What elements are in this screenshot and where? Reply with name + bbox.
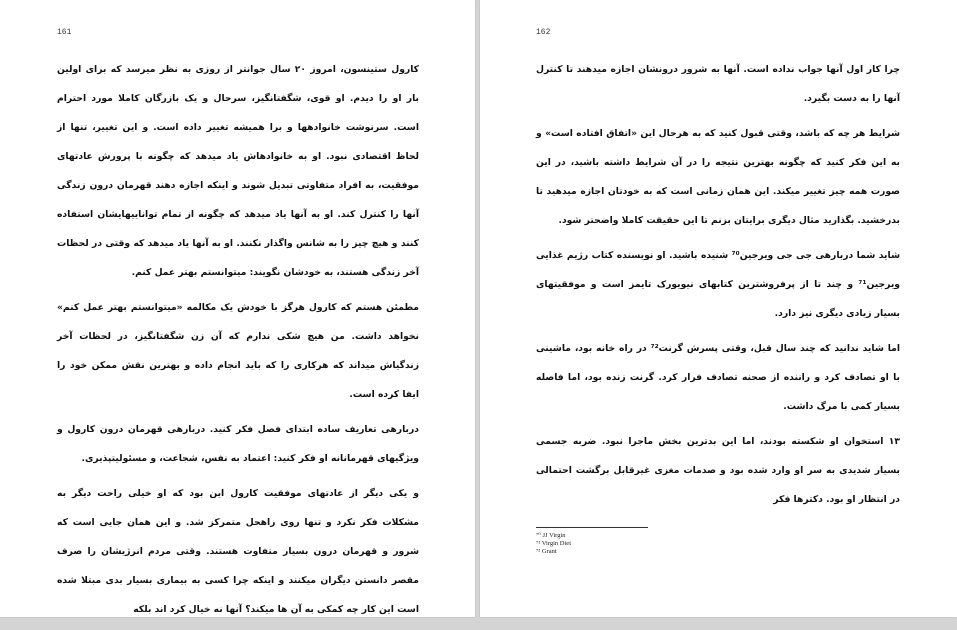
footnote: ⁷² Grant <box>536 548 557 555</box>
footnote: ⁷⁰ JJ Virgin <box>536 532 566 539</box>
paragraph: شرایط هر چه که باشد، وقتی قبول کنید که به هرحال این «اتفاق افتاده است» و به این فکر کنید که چگونه بهترین نتیجه را در آن شرایط داشته باشید، در این صورت همه چیز تغییر میکند. این همان زمانی است که به خودتان اجازه میدهید تا بدرخشید. بگذارید مثال دیگری برایتان بزنم تا این حقیقت کاملا واضحتر شود. <box>536 128 900 226</box>
right-page <box>480 0 957 617</box>
paragraph: شاید شما دربارهی جی جی ویرجین⁷⁰ شنیده باشید. او نویسنده کتاب رژیم غذایی ویرجین⁷¹ و چند تا از پرفروشترین کتابهای نیویورک تایمز است و موفقیتهای بسیار زیادی دیگری نیز دارد. <box>536 250 900 319</box>
page-number: 161 <box>57 28 72 37</box>
paragraph: مطمئن هستم که کارول هرگز با خودش یک مکالمه «میتوانستم بهتر عمل کنم» نخواهد داشت. من هیچ شکی ندارم که آن زن شگفتانگیز، در لحظات آخر زندگیاش میداند که هرکاری را که باید انجام داده و بهترین نقش ممکن خود را ایفا کرده است. <box>57 302 419 400</box>
paragraph: دربارهی تعاریف ساده ابتدای فصل فکر کنید. دربارهی قهرمان درون کارول و ویژگیهای قهرمانانه او فکر کنید: اعتماد به نفس، شجاعت، و مسئولیتپذیری. <box>57 424 419 464</box>
footnote: ⁷¹ Virgin Diet <box>536 540 572 547</box>
footnote-divider <box>536 527 648 528</box>
page-body-text <box>57 55 419 630</box>
page-number: 162 <box>536 28 551 37</box>
footnotes <box>536 532 571 556</box>
paragraph: کارول ستینسون، امروز ۲۰ سال جوانتر از روزی به نظر میرسد که برای اولین بار او را دیدم. او قوی، شگفتانگیز، سرحال و یک بازرگان کاملا مورد احترام است. سرنوشت خانوادهها و برا همیشه تغییر داده است. و این تغییر، تنها از لحاظ اقتصادی نبود. او به خانوادهاش یاد میدهد که چگونه با پرورش عادتهای موفقیت، به افراد متفاوتی تبدیل شوند و اینکه اجازه دهند قهرمان درون زندگی آنها را کنترل کند. او به آنها یاد میدهد که چگونه از تمام تواناییهایشان استفاده کنند و هیچ چیز را به شانس واگذار نکنند. او به آنها یاد میدهد که وقتی در لحظات آخر زندگی هستند، به خودشان نگویند: میتوانستم بهتر عمل کنم. <box>57 64 419 278</box>
paragraph: و یکی دیگر از عادتهای موفقیت کارول این بود که او خیلی راحت دیگر به مشکلات فکر نکرد و تنها روی راهحل متمرکز شد. و این همان جایی است که شرور و قهرمان درون بسیار متفاوت هستند. وقتی مردم انرژیشان را صرف مقصر دانستن دیگران میکنند و اینکه چرا کسی به بیماری بسیار بدی مبتلا شده است این کار چه کمکی به آن ها میکند؟ آنها نه خیال کرد اند بلکه <box>57 488 419 615</box>
paragraph: چرا کار اول آنها جواب نداده است. آنها به شرور درونشان اجازه میدهند تا کنترل آنها را به دست بگیرد. <box>536 64 900 104</box>
paragraph: اما شاید ندانید که چند سال قبل، وقتی پسرش گرنت⁷² در راه خانه بود، ماشینی با او تصادف کرد و راننده از صحنه تصادف فرار کرد. گرنت زنده بود، اما فاصله بسیار کمی با مرگ داشت. <box>536 343 900 412</box>
left-page <box>0 0 475 617</box>
page-body-text <box>536 55 900 520</box>
paragraph: ۱۳ استخوان او شکسته بودند، اما این بدترین بخش ماجرا نبود. ضربه جسمی بسیار شدیدی به سر او وارد شده بود و صدمات مغزی غیرقابل برگشت احتمالی در انتظار او بود. دکترها فکر <box>536 436 900 505</box>
